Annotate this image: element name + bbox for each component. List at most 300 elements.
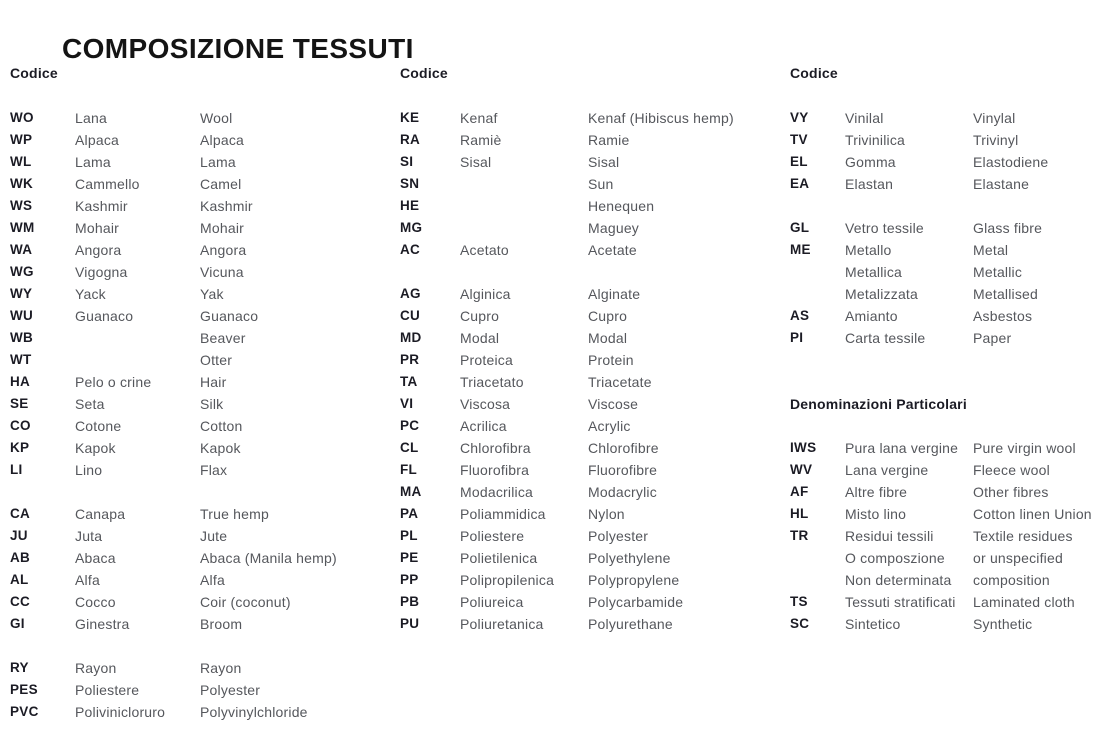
- english-name-cell: Vicuna: [200, 264, 244, 280]
- fiber-row: [10, 217, 390, 239]
- fiber-row: [790, 327, 1104, 349]
- code-cell: GL: [790, 220, 810, 235]
- code-cell: GI: [10, 616, 25, 631]
- fiber-row: [400, 569, 768, 591]
- code-cell: PR: [400, 352, 420, 367]
- english-name-cell: Camel: [200, 176, 242, 192]
- code-cell: [790, 569, 845, 591]
- italian-name-cell: Gomma: [845, 154, 896, 170]
- spacer-row: [10, 635, 390, 657]
- english-name-cell: Lama: [200, 154, 236, 170]
- fiber-row: [10, 459, 390, 481]
- fiber-row: [10, 371, 390, 393]
- code-cell: WP: [10, 132, 33, 147]
- fiber-row: [400, 349, 768, 371]
- fiber-row: [10, 415, 390, 437]
- fiber-row: [10, 679, 390, 701]
- code-cell: AC: [400, 242, 421, 257]
- english-name-cell: Viscose: [588, 396, 639, 412]
- code-cell: HE: [400, 198, 420, 213]
- english-name-cell: Wool: [200, 110, 233, 126]
- italian-name-cell: [75, 327, 200, 349]
- english-name-cell: Polyethylene: [588, 550, 671, 566]
- code-cell: CU: [400, 308, 421, 323]
- spacer-row: [790, 349, 1104, 371]
- english-name-cell: Abaca (Manila hemp): [200, 550, 337, 566]
- english-name-cell: Textile residues: [973, 528, 1073, 544]
- english-name-cell: Guanaco: [200, 308, 259, 324]
- code-cell: PC: [400, 418, 420, 433]
- italian-name-cell: [75, 481, 200, 503]
- fiber-column-3: [790, 62, 1104, 635]
- code-cell: CO: [10, 418, 31, 433]
- english-name-cell: Otter: [200, 352, 233, 368]
- code-cell: WB: [10, 330, 34, 345]
- fiber-rows: [10, 107, 390, 723]
- italian-name-cell: Altre fibre: [845, 484, 908, 500]
- italian-name-cell: [460, 195, 588, 217]
- english-name-cell: [588, 261, 768, 283]
- code-cell: MG: [400, 220, 423, 235]
- english-name-cell: Polyvinylchloride: [200, 704, 308, 720]
- english-name-cell: Modal: [588, 330, 628, 346]
- fiber-row: [790, 283, 1104, 305]
- english-name-cell: Kenaf (Hibiscus hemp): [588, 110, 734, 126]
- italian-name-cell: Abaca: [75, 550, 116, 566]
- fiber-row: [790, 481, 1104, 503]
- english-name-cell: Fleece wool: [973, 462, 1050, 478]
- english-name-cell: Alpaca: [200, 132, 245, 148]
- spacer-row: [400, 261, 768, 283]
- code-cell: [790, 283, 845, 305]
- fiber-row: [400, 217, 768, 239]
- english-name-cell: composition: [973, 572, 1050, 588]
- fiber-row: [400, 591, 768, 613]
- code-cell: PA: [400, 506, 419, 521]
- italian-name-cell: Fluorofibra: [460, 462, 530, 478]
- italian-name-cell: Alpaca: [75, 132, 120, 148]
- english-name-cell: Broom: [200, 616, 243, 632]
- italian-name-cell: Pelo o crine: [75, 374, 152, 390]
- fiber-row: [10, 437, 390, 459]
- fiber-row: [400, 107, 768, 129]
- code-cell: [10, 635, 75, 657]
- italian-name-cell: Lama: [75, 154, 111, 170]
- italian-name-cell: Proteica: [460, 352, 513, 368]
- fiber-row: [400, 283, 768, 305]
- italian-name-cell: Metallica: [845, 264, 903, 280]
- italian-name-cell: O composzione: [845, 550, 945, 566]
- code-cell: [790, 195, 845, 217]
- english-name-cell: Vinylal: [973, 110, 1016, 126]
- italian-name-cell: Poliuretanica: [460, 616, 544, 632]
- italian-name-cell: Kapok: [75, 440, 116, 456]
- fiber-row: [10, 547, 390, 569]
- italian-name-cell: Sintetico: [845, 616, 901, 632]
- fiber-row: [790, 129, 1104, 151]
- english-name-cell: Fluorofibre: [588, 462, 658, 478]
- english-name-cell: Cupro: [588, 308, 628, 324]
- fiber-rows: [790, 107, 1104, 635]
- fiber-row: [10, 129, 390, 151]
- english-name-cell: Protein: [588, 352, 634, 368]
- fiber-row: [10, 701, 390, 723]
- italian-name-cell: Cotone: [75, 418, 122, 434]
- fiber-row: [790, 239, 1104, 261]
- english-name-cell: Pure virgin wool: [973, 440, 1076, 456]
- code-cell: [790, 261, 845, 283]
- column-header: Codice: [400, 65, 448, 81]
- italian-name-cell: Misto lino: [845, 506, 907, 522]
- code-cell: [10, 481, 75, 503]
- fiber-row: [790, 503, 1104, 525]
- code-cell: PL: [400, 528, 418, 543]
- fiber-rows: [400, 107, 768, 635]
- italian-name-cell: Vigogna: [75, 264, 128, 280]
- fiber-row: [10, 569, 390, 591]
- english-name-cell: Metallised: [973, 286, 1039, 302]
- english-name-cell: Jute: [200, 528, 228, 544]
- fiber-row: [400, 547, 768, 569]
- fiber-row: [790, 437, 1104, 459]
- english-name-cell: Rayon: [200, 660, 242, 676]
- fiber-row: [400, 459, 768, 481]
- english-name-cell: Sisal: [588, 154, 620, 170]
- code-cell: WK: [10, 176, 34, 191]
- italian-name-cell: Polietilenica: [460, 550, 538, 566]
- english-name-cell: Elastodiene: [973, 154, 1049, 170]
- fiber-row: [790, 525, 1104, 547]
- fiber-row: [790, 261, 1104, 283]
- code-cell: PI: [790, 330, 804, 345]
- italian-name-cell: Poliestere: [460, 528, 525, 544]
- fiber-row: [400, 129, 768, 151]
- italian-name-cell: Triacetato: [460, 374, 524, 390]
- english-name-cell: [973, 349, 1104, 371]
- italian-name-cell: [845, 195, 973, 217]
- italian-name-cell: Alfa: [75, 572, 100, 588]
- english-name-cell: Chlorofibre: [588, 440, 659, 456]
- spacer-row: [10, 481, 390, 503]
- fiber-row: [790, 107, 1104, 129]
- code-cell: AS: [790, 308, 810, 323]
- english-name-cell: Alginate: [588, 286, 641, 302]
- fiber-row: [400, 481, 768, 503]
- fiber-row: [790, 613, 1104, 635]
- code-cell: CA: [10, 506, 31, 521]
- fiber-row: [10, 503, 390, 525]
- english-name-cell: or unspecified: [973, 550, 1063, 566]
- english-name-cell: True hemp: [200, 506, 269, 522]
- fiber-row: [790, 569, 1104, 591]
- code-cell: KE: [400, 110, 420, 125]
- italian-name-cell: [75, 635, 200, 657]
- code-cell: CC: [10, 594, 31, 609]
- english-name-cell: Cotton linen Union: [973, 506, 1092, 522]
- italian-name-cell: Vetro tessile: [845, 220, 924, 236]
- english-name-cell: Ramie: [588, 132, 630, 148]
- english-name-cell: [973, 415, 1104, 437]
- italian-name-cell: [845, 349, 973, 371]
- italian-name-cell: Guanaco: [75, 308, 134, 324]
- code-cell: [400, 261, 460, 283]
- english-name-cell: [973, 195, 1104, 217]
- code-cell: TV: [790, 132, 808, 147]
- english-name-cell: Metal: [973, 242, 1009, 258]
- fiber-column-1: [10, 62, 390, 723]
- code-cell: MA: [400, 484, 422, 499]
- fiber-row: [10, 525, 390, 547]
- code-cell: LI: [10, 462, 23, 477]
- code-cell: MD: [400, 330, 422, 345]
- fiber-row: [10, 261, 390, 283]
- italian-name-cell: Lana: [75, 110, 107, 126]
- fiber-row: [400, 371, 768, 393]
- fiber-row: [10, 239, 390, 261]
- code-cell: [790, 547, 845, 569]
- fiber-row: [10, 327, 390, 349]
- english-name-cell: Trivinyl: [973, 132, 1019, 148]
- fiber-row: [790, 305, 1104, 327]
- code-cell: CL: [400, 440, 419, 455]
- code-cell: WM: [10, 220, 35, 235]
- fiber-row: [790, 151, 1104, 173]
- code-cell: WO: [10, 110, 34, 125]
- english-name-cell: Polyester: [588, 528, 649, 544]
- italian-name-cell: Cammello: [75, 176, 140, 192]
- italian-name-cell: Metalizzata: [845, 286, 919, 302]
- italian-name-cell: Trivinilica: [845, 132, 906, 148]
- italian-name-cell: Metallo: [845, 242, 892, 258]
- italian-name-cell: Polipropilenica: [460, 572, 555, 588]
- english-name-cell: Acrylic: [588, 418, 631, 434]
- english-name-cell: Nylon: [588, 506, 625, 522]
- english-name-cell: Asbestos: [973, 308, 1033, 324]
- fiber-row: [400, 503, 768, 525]
- fiber-row: [400, 195, 768, 217]
- fiber-row: [10, 349, 390, 371]
- english-name-cell: Glass fibre: [973, 220, 1043, 236]
- italian-name-cell: Acetato: [460, 242, 509, 258]
- english-name-cell: Other fibres: [973, 484, 1049, 500]
- italian-name-cell: [460, 261, 588, 283]
- section-subheader: Denominazioni Particolari: [790, 396, 967, 412]
- code-cell: AB: [10, 550, 31, 565]
- italian-name-cell: [460, 173, 588, 195]
- italian-name-cell: Yack: [75, 286, 106, 302]
- italian-name-cell: Viscosa: [460, 396, 511, 412]
- fiber-row: [10, 107, 390, 129]
- english-name-cell: Hair: [200, 374, 227, 390]
- code-cell: PE: [400, 550, 419, 565]
- code-cell: RY: [10, 660, 29, 675]
- code-cell: PB: [400, 594, 420, 609]
- fiber-row: [400, 393, 768, 415]
- italian-name-cell: Carta tessile: [845, 330, 926, 346]
- fiber-row: [10, 195, 390, 217]
- italian-name-cell: Modacrilica: [460, 484, 533, 500]
- fiber-row: [790, 591, 1104, 613]
- english-name-cell: [973, 371, 1104, 393]
- italian-name-cell: [845, 415, 973, 437]
- english-name-cell: Polyurethane: [588, 616, 673, 632]
- italian-name-cell: Seta: [75, 396, 105, 412]
- code-cell: TS: [790, 594, 808, 609]
- english-name-cell: Beaver: [200, 330, 246, 346]
- italian-name-cell: Chlorofibra: [460, 440, 531, 456]
- english-name-cell: Cotton: [200, 418, 243, 434]
- code-cell: TR: [790, 528, 809, 543]
- fiber-column-2: [400, 62, 768, 635]
- code-cell: TA: [400, 374, 418, 389]
- italian-name-cell: Poliureica: [460, 594, 524, 610]
- italian-name-cell: Juta: [75, 528, 103, 544]
- code-cell: ME: [790, 242, 811, 257]
- italian-name-cell: Lana vergine: [845, 462, 929, 478]
- code-cell: HL: [790, 506, 809, 521]
- italian-name-cell: Cupro: [460, 308, 500, 324]
- italian-name-cell: Alginica: [460, 286, 511, 302]
- fiber-row: [400, 239, 768, 261]
- code-cell: AF: [790, 484, 809, 499]
- italian-name-cell: Poliestere: [75, 682, 140, 698]
- fiber-row: [790, 459, 1104, 481]
- italian-name-cell: Vinilal: [845, 110, 884, 126]
- english-name-cell: Kashmir: [200, 198, 253, 214]
- code-cell: PP: [400, 572, 419, 587]
- fiber-row: [790, 173, 1104, 195]
- code-cell: AL: [10, 572, 29, 587]
- italian-name-cell: Elastan: [845, 176, 894, 192]
- italian-name-cell: Sisal: [460, 154, 492, 170]
- fiber-row: [400, 173, 768, 195]
- code-cell: WU: [10, 308, 34, 323]
- fiber-row: [400, 305, 768, 327]
- italian-name-cell: Angora: [75, 242, 122, 258]
- english-name-cell: Synthetic: [973, 616, 1033, 632]
- italian-name-cell: Pura lana vergine: [845, 440, 959, 456]
- spacer-row: [790, 195, 1104, 217]
- english-name-cell: Angora: [200, 242, 247, 258]
- spacer-row: [790, 371, 1104, 393]
- code-cell: EL: [790, 154, 808, 169]
- code-cell: VI: [400, 396, 414, 411]
- fiber-row: [10, 173, 390, 195]
- italian-name-cell: Polivinicloruro: [75, 704, 166, 720]
- english-name-cell: Henequen: [588, 198, 655, 214]
- italian-name-cell: [845, 371, 973, 393]
- code-cell: KP: [10, 440, 30, 455]
- code-cell: PU: [400, 616, 420, 631]
- english-name-cell: Coir (coconut): [200, 594, 291, 610]
- english-name-cell: Modacrylic: [588, 484, 657, 500]
- english-name-cell: Yak: [200, 286, 224, 302]
- english-name-cell: Triacetate: [588, 374, 652, 390]
- italian-name-cell: Poliammidica: [460, 506, 546, 522]
- code-cell: WY: [10, 286, 33, 301]
- italian-name-cell: [75, 349, 200, 371]
- italian-name-cell: Kashmir: [75, 198, 128, 214]
- english-name-cell: [200, 481, 390, 503]
- code-cell: HA: [10, 374, 31, 389]
- english-name-cell: Maguey: [588, 220, 640, 236]
- english-name-cell: [200, 635, 390, 657]
- english-name-cell: Elastane: [973, 176, 1030, 192]
- code-cell: PES: [10, 682, 38, 697]
- spacer-row: [790, 415, 1104, 437]
- italian-name-cell: Ginestra: [75, 616, 130, 632]
- code-cell: SC: [790, 616, 810, 631]
- code-cell: JU: [10, 528, 28, 543]
- english-name-cell: Flax: [200, 462, 228, 478]
- english-name-cell: Polycarbamide: [588, 594, 684, 610]
- english-name-cell: Acetate: [588, 242, 637, 258]
- code-cell: SN: [400, 176, 420, 191]
- english-name-cell: Sun: [588, 176, 614, 192]
- english-name-cell: Metallic: [973, 264, 1023, 280]
- code-cell: WA: [10, 242, 33, 257]
- italian-name-cell: Canapa: [75, 506, 126, 522]
- code-cell: WT: [10, 352, 32, 367]
- english-name-cell: Polypropylene: [588, 572, 680, 588]
- english-name-cell: Mohair: [200, 220, 244, 236]
- english-name-cell: Alfa: [200, 572, 225, 588]
- fiber-row: [10, 151, 390, 173]
- fiber-row: [10, 613, 390, 635]
- italian-name-cell: Cocco: [75, 594, 116, 610]
- italian-name-cell: Rayon: [75, 660, 117, 676]
- code-cell: VY: [790, 110, 809, 125]
- fiber-row: [10, 657, 390, 679]
- italian-name-cell: Ramiè: [460, 132, 502, 148]
- code-cell: WL: [10, 154, 32, 169]
- fiber-row: [400, 437, 768, 459]
- code-cell: EA: [790, 176, 810, 191]
- italian-name-cell: [460, 217, 588, 239]
- english-name-cell: Laminated cloth: [973, 594, 1075, 610]
- code-cell: [790, 371, 845, 393]
- column-header: Codice: [10, 65, 58, 81]
- fiber-row: [10, 305, 390, 327]
- fiber-row: [10, 283, 390, 305]
- code-cell: [790, 415, 845, 437]
- italian-name-cell: Residui tessili: [845, 528, 934, 544]
- italian-name-cell: Tessuti stratificati: [845, 594, 956, 610]
- fiber-row: [790, 217, 1104, 239]
- code-cell: AG: [400, 286, 421, 301]
- fiber-row: [400, 613, 768, 635]
- code-cell: WG: [10, 264, 34, 279]
- fiber-row: [400, 415, 768, 437]
- fiber-row: [10, 591, 390, 613]
- italian-name-cell: Kenaf: [460, 110, 498, 126]
- code-cell: SE: [10, 396, 29, 411]
- italian-name-cell: Mohair: [75, 220, 119, 236]
- code-cell: WS: [10, 198, 33, 213]
- fiber-row: [790, 547, 1104, 569]
- fiber-row: [400, 327, 768, 349]
- english-name-cell: Polyester: [200, 682, 261, 698]
- page-title: COMPOSIZIONE TESSUTI: [62, 32, 414, 64]
- fiber-row: [400, 151, 768, 173]
- italian-name-cell: Modal: [460, 330, 500, 346]
- column-header: Codice: [790, 65, 838, 81]
- italian-name-cell: Lino: [75, 462, 103, 478]
- code-cell: WV: [790, 462, 813, 477]
- code-cell: RA: [400, 132, 421, 147]
- italian-name-cell: Amianto: [845, 308, 898, 324]
- code-cell: PVC: [10, 704, 39, 719]
